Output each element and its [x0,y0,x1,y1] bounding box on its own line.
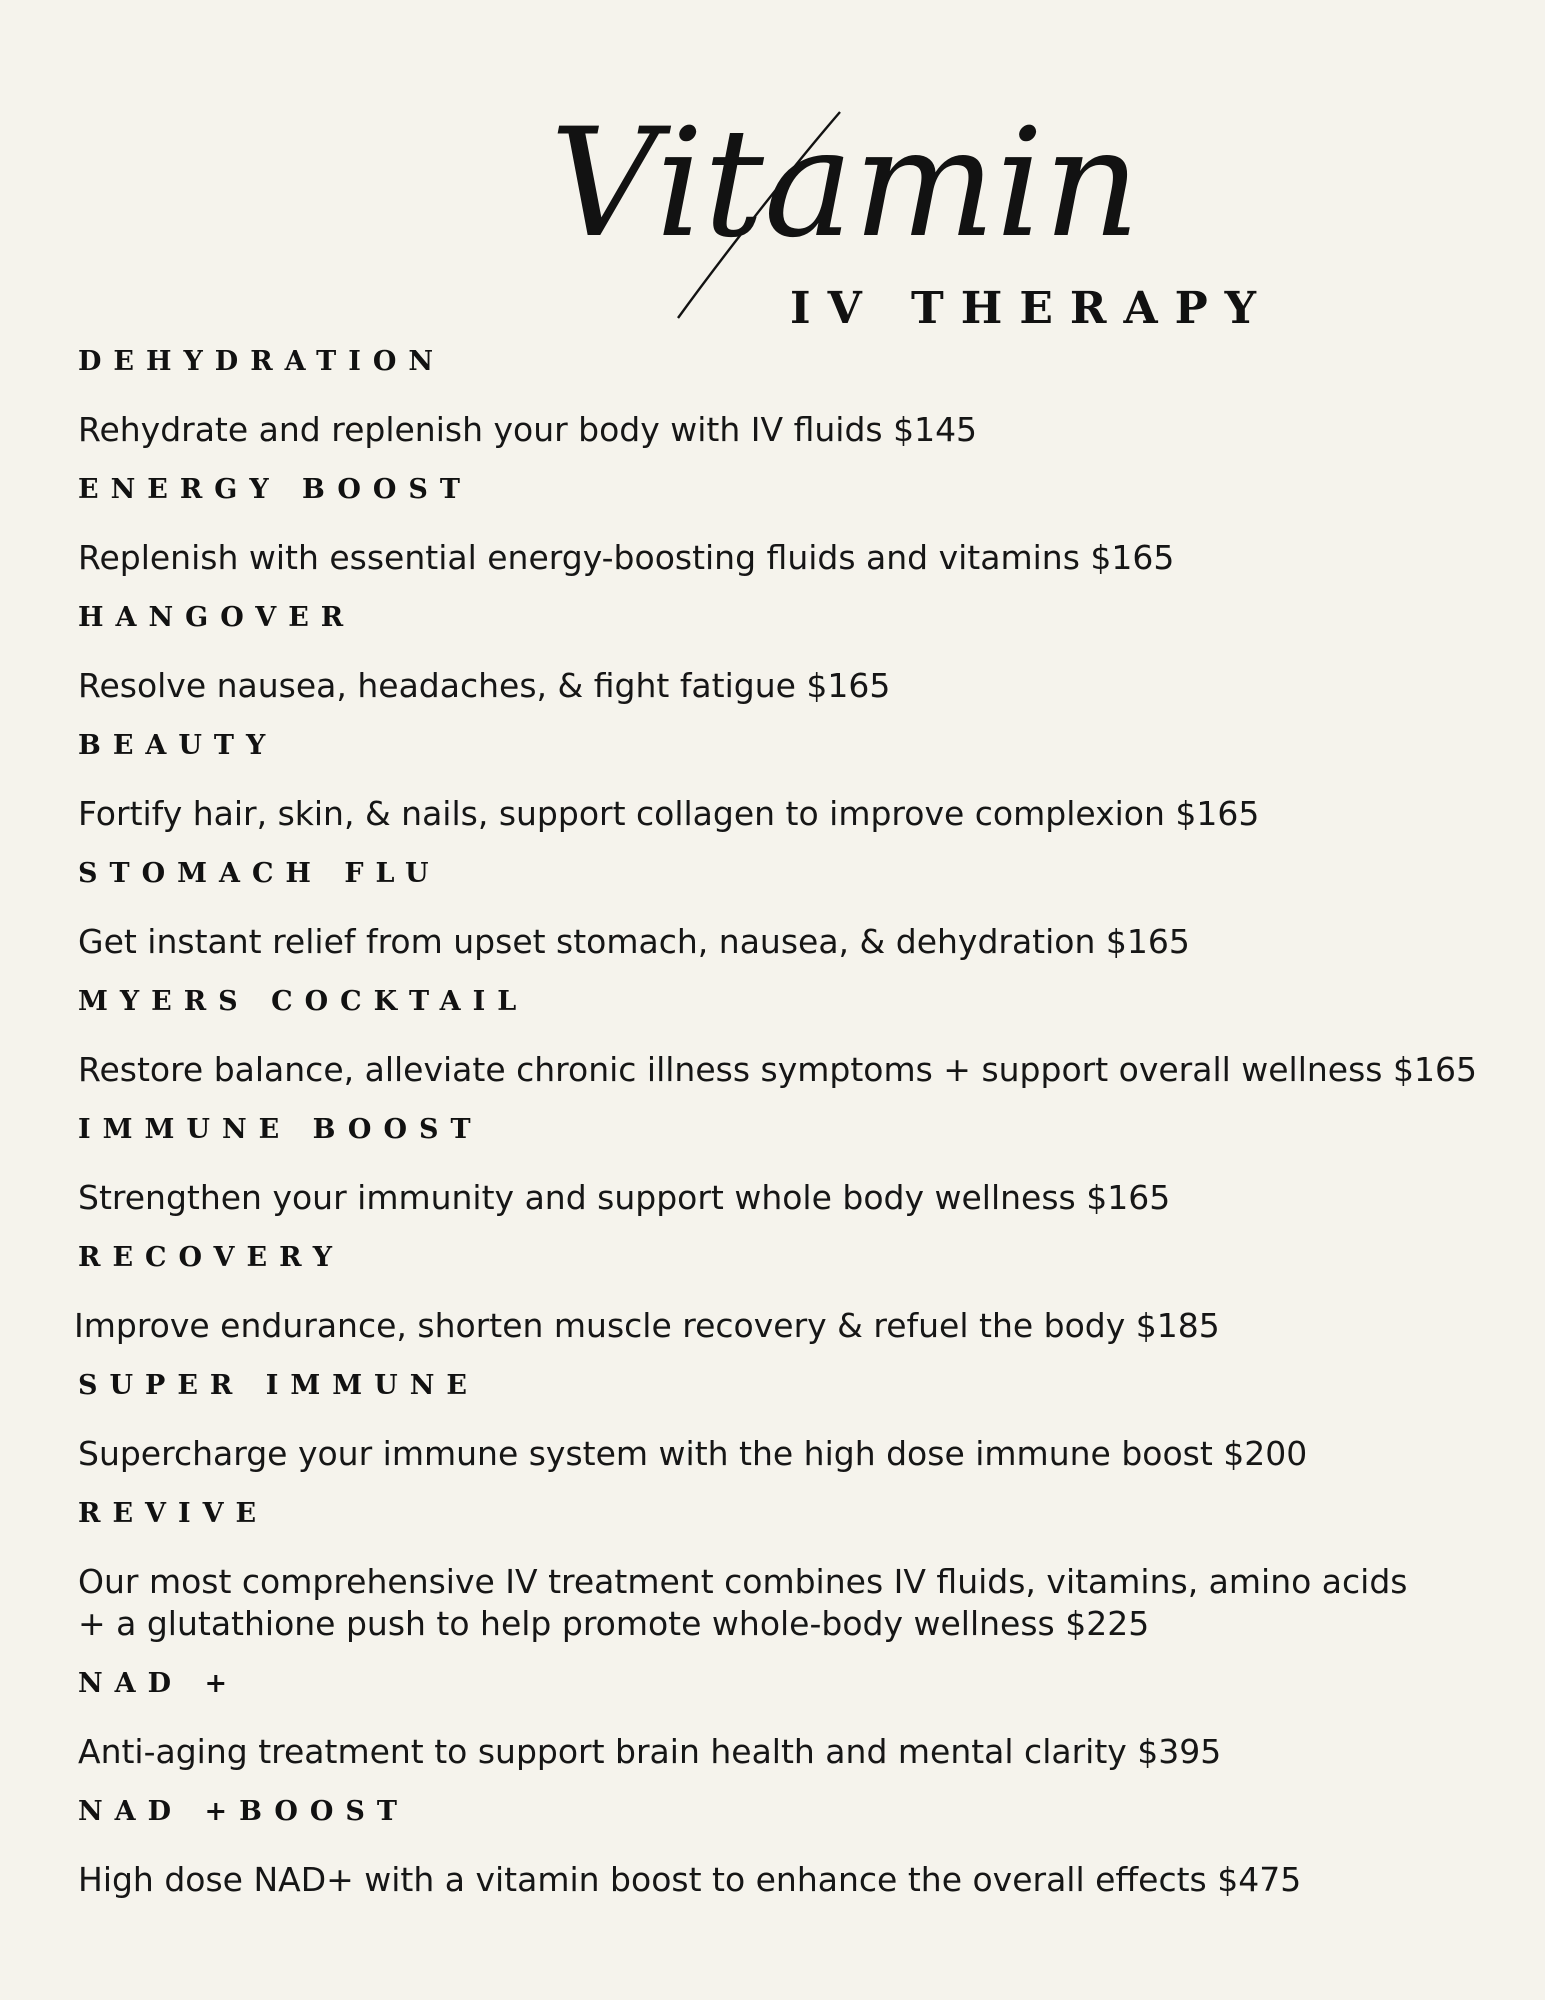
item-description: High dose NAD+ with a vitamin boost to enhance the overall effects $475 [78,1860,1302,1899]
menu-item-stomach-flu [78,857,1478,963]
item-description: Rehydrate and replenish your body with IV fluids $145 [78,410,978,449]
item-description: Supercharge your immune system with the high dose immune boost $200 [78,1434,1308,1473]
menu-item-dehydration [78,345,1478,451]
menu-item-nad [78,1667,1478,1773]
treatment-list [74,345,1478,1923]
menu-item-beauty [78,729,1478,835]
menu-item-hangover [78,601,1478,707]
script-title-text: Vitamin [550,100,1141,271]
item-name: DEHYDRATION [78,346,446,377]
item-name: ENERGY BOOST [78,474,472,505]
item-name: MYERS COCKTAIL [78,986,529,1017]
item-name: REVIVE [78,1498,269,1529]
item-description: Improve endurance, shorten muscle recovery & refuel the body $185 [74,1306,1220,1345]
item-description: Restore balance, alleviate chronic illness symptoms + support overall wellness $165 [78,1050,1477,1089]
item-name: NAD + [78,1668,240,1699]
item-name: STOMACH FLU [78,858,441,889]
page-subtitle: IV THERAPY [790,283,1274,334]
item-name: BEAUTY [78,730,278,761]
item-description: Our most comprehensive IV treatment combines IV fluids, vitamins, amino acids + a glutathione push to help promote whole-body wellness $225 [78,1562,1408,1643]
item-description: Resolve nausea, headaches, & fight fatigue $165 [78,666,891,705]
item-name: RECOVERY [78,1242,344,1273]
item-name: SUPER IMMUNE [78,1370,479,1401]
menu-item-revive [78,1497,1478,1645]
menu-item-nad-boost [78,1795,1478,1901]
item-name: IMMUNE BOOST [78,1114,483,1145]
item-description: Replenish with essential energy-boosting fluids and vitamins $165 [78,538,1175,577]
item-description: Anti-aging treatment to support brain health and mental clarity $395 [78,1732,1222,1771]
item-name: HANGOVER [78,602,356,633]
item-name: NAD +BOOST [78,1796,410,1827]
menu-item-energy-boost [78,473,1478,579]
menu-item-super-immune [78,1369,1478,1475]
item-description: Strengthen your immunity and support whole body wellness $165 [78,1178,1171,1217]
menu-item-recovery [74,1241,1478,1347]
item-description: Fortify hair, skin, & nails, support collagen to improve complexion $165 [78,794,1260,833]
item-description: Get instant relief from upset stomach, nausea, & dehydration $165 [78,922,1190,961]
menu-item-myers-cocktail [78,985,1478,1091]
menu-item-immune-boost [78,1113,1478,1219]
